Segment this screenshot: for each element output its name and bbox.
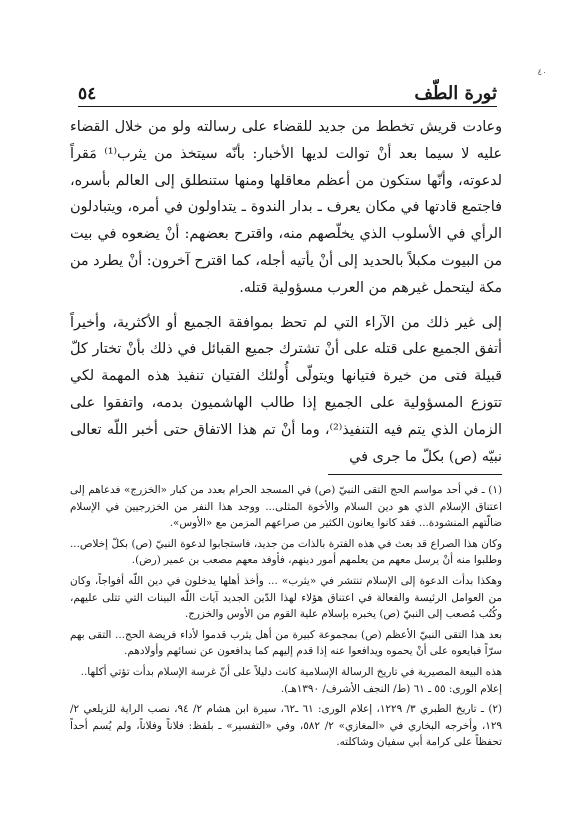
footnote-1-cont: بعد هذا التقى النبيّ الأعظم (ص) بمجموعة كبيرة من أهل يثرب قدموا لأداء فريضة الحج... التقى بهم سرّاً فبايعوه على أنْ يحموه ويدافعوا عنه إذا قدم إليهم كما يدافعون عن نسائهم وأولادهم. (70, 628, 502, 658)
footnote-1-source: إعلام الورى: ٥٥ ـ ٦١ (ط/ النجف الأشرف/ ١٣٩٠هـ). (280, 682, 502, 695)
running-header (78, 74, 497, 107)
page-number: ٥٤ (78, 84, 97, 104)
main-text (70, 114, 502, 470)
surah-title: ثورة الطّف (414, 83, 497, 104)
footnote-1: (١) ـ في أحد مواسم الحج التقى النبيّ (ص) في المسجد الحرام بعدد من كبار «الخزرج» فدعاهم إلى اعتناق الإسلام الذي هو دين السلام والأخوة المثلى... ووجد هذا النفر من الخزرجيين في الإسلام ضالّتهم المنشودة... فقد كانوا يعانون الكثير من صراعهم المزمن مع «الأوس». (70, 484, 502, 530)
footnote-2: (٢) ـ تاريخ الطبري ٣/ ١٢٢٩، إعلام الورى: ٦١ ـ٦٢، سيرة ابن هشام ٢/ ٩٤، نصب الراية للزيلعي ٢/ ١٢٩، وأخرجه البخاري في «المغازي» ٢/ ٥٨٢، وفي «التفسير» ـ بلفظ: فلاناً وفلاناً، ولم يُسم أحداً تحفظاً على كرامة أبي سفيان وشاكلته. (70, 703, 503, 749)
paragraph: إلى غير ذلك من الآراء التي لم تحظ بموافقة الجميع أو الأكثرية، وأخيراً أتفق الجميع على قتله على أنْ تشترك جميع القبائل في ذلك بأنْ تختار كلّ قبيلة فتى من خيرة فتيانها ويتولّى أُولئك الفتيان تنفيذ هذه المهمة لكي تتوزع المسؤولية على الجميع إذا طالب الهاشميون بدمه، واتفقوا على الزمان الذي يتم فيه التنفيذ⁽²⁾، وما أنْ تم هذا الاتفاق حتى أخبر اللّه تعالى نبيّه (ص) بكلّ ما جرى في (70, 314, 502, 465)
footnote-1-cont: وهكذا بدأت الدعوة إلى الإسلام تنتشر في «يثرب» ... وأخذ أهلها يدخلون في دين اللّه أفواجاً، وكان من العوامل الرئيسة والفعالة في اعتناق هؤلاء لهذا الدّين الجديد آيات اللّه البينات التي تتلى عليهم، وكُتُب مُصعب إلى النبيّ (ص) يخبره بإسلام علية القوم من الأوس والخزرج. (70, 574, 502, 621)
footnote-1-cont: هذه البيعة المصيرية في تاريخ الرسالة الإسلامية كانت دليلاً على أنّ غرسة الإسلام بدأت تؤتي أكلها.. (80, 665, 502, 678)
footnotes (70, 482, 502, 751)
footnote-1-cont: وكان هذا الصراع قد بعث في هذه الفترة بالذات من جديد، فاستجابوا لدعوة النبيّ (ص) بكلّ إخلاص... وطلبوا منه أنْ يرسل معهم من يعلمهم أمور دينهم، فأوفد معهم مصعب بن عمير (رض). (70, 537, 502, 567)
footnote-divider (328, 474, 502, 475)
paragraph: وعادت قريش تخطط من جديد للقضاء على رسالته ولو من خلال القضاء عليه لا سيما بعد أنْ توالت لديها الأخبار: بأنّه سيتخذ من يثرب⁽¹⁾ مَقراً لدعوته، وأنّها ستكون من أعظم معاقلها ومنها ستنطلق إلى العالم بأسره، فاجتمع قادتها في مكان يعرف ـ بدار الندوة ـ يتداولون في أمره، ويتبادلون الرأي في الأسلوب الذي يخلّصهم منه، واقترح بعضهم: أنْ يضعوه في بيت من البيوت مكبلاً بالحديد إلى أنْ يأتيه أجله، كما اقترح آخرون: أنْ يطرد من مكة ليتحمل غيرهم من العرب مسؤولية قتله. (70, 119, 502, 296)
corner-mark: ٤٠ (537, 68, 547, 78)
